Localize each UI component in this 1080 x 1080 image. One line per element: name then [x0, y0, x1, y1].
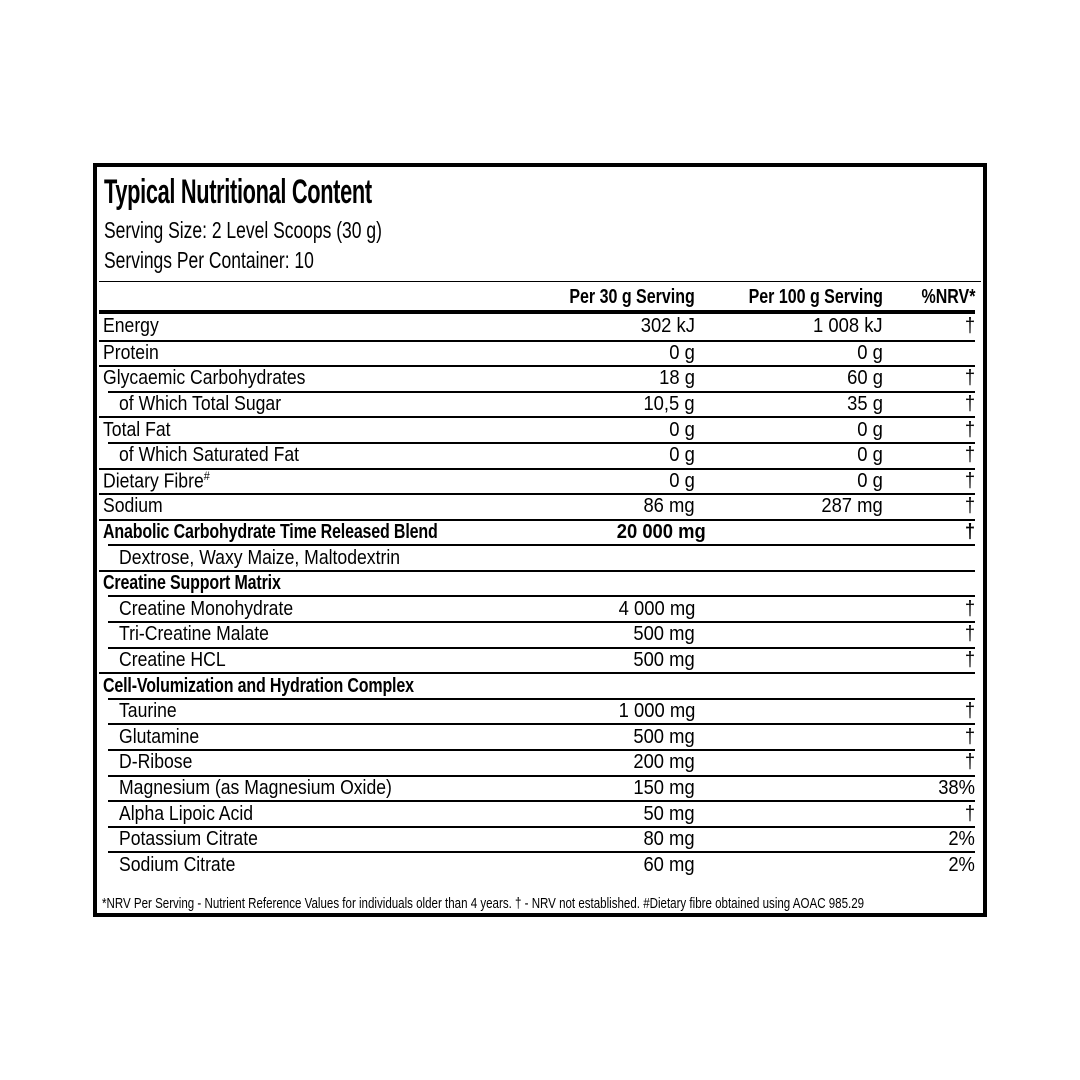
table-row	[99, 416, 975, 442]
nrv-value: 2%	[948, 828, 975, 851]
per-100g-value: 0 g	[857, 444, 883, 467]
nrv-value: 38%	[938, 776, 975, 799]
nutrient-label: Creatine Monohydrate	[119, 597, 294, 620]
table-row	[99, 340, 975, 366]
table-row	[108, 826, 975, 852]
nutrient-table-body	[99, 314, 975, 877]
nutrition-label	[93, 163, 987, 917]
per-30g-value: 200 mg	[633, 751, 695, 774]
nutrient-label: Total Fat	[103, 418, 171, 441]
nrv-value: †	[964, 444, 975, 467]
nrv-value	[883, 342, 975, 365]
per-100g-value	[695, 854, 883, 877]
col-header-per-30g: Per 30 g Serving	[569, 285, 695, 308]
nrv-value: †	[964, 802, 975, 825]
per-30g-value: 50 mg	[643, 802, 695, 825]
nutrient-label: Potassium Citrate	[119, 828, 258, 851]
nrv-value: 2%	[948, 853, 975, 876]
per-100g-value: 0 g	[857, 418, 883, 441]
footnote	[99, 877, 975, 913]
nrv-value: †	[964, 648, 975, 671]
per-100g-value	[706, 521, 887, 544]
nutrient-label: Taurine	[119, 700, 177, 723]
per-30g-value: 500 mg	[633, 725, 695, 748]
per-100g-value	[695, 803, 883, 826]
servings-per-container-line	[104, 247, 975, 277]
nutrient-label: Sodium Citrate	[119, 853, 236, 876]
table-row	[108, 647, 975, 673]
per-100g-value: 0 g	[857, 341, 883, 364]
nutrient-label: Protein	[103, 341, 159, 364]
table-row	[108, 775, 975, 801]
nutrient-label: Dextrose, Waxy Maize, Maltodextrin	[119, 546, 401, 569]
label-title-text: Typical Nutritional Content	[104, 173, 372, 211]
per-30g-value: 4 000 mg	[618, 597, 695, 620]
nutrient-label: Alpha Lipoic Acid	[119, 802, 254, 825]
per-100g-value	[695, 751, 883, 774]
table-row	[99, 519, 975, 545]
per-30g-value: 500 mg	[633, 623, 695, 646]
per-100g-value	[695, 726, 883, 749]
table-row	[108, 851, 975, 877]
footnote-text: *NRV Per Serving - Nutrient Reference Values for individuals older than 4 years. † - NRV not established. #Dietary fibre obtained using AOAC 985.29	[102, 895, 865, 912]
table-row	[99, 570, 975, 596]
per-30g-value: 0 g	[669, 444, 695, 467]
nutrient-label: Glycaemic Carbohydrates	[103, 367, 306, 390]
nrv-value: †	[964, 597, 975, 620]
nutrient-label: Energy	[103, 315, 159, 338]
nrv-value: †	[964, 495, 975, 518]
per-30g-value: 500 mg	[633, 648, 695, 671]
nrv-value: †	[964, 725, 975, 748]
table-row	[108, 544, 975, 570]
per-100g-value: 1 008 kJ	[813, 315, 883, 338]
table-row	[99, 468, 975, 494]
table-row	[99, 672, 975, 698]
table-row	[108, 723, 975, 749]
nrv-value: †	[964, 700, 975, 723]
nrv-value: †	[964, 520, 976, 543]
table-row	[108, 621, 975, 647]
per-30g-value: 60 mg	[643, 853, 695, 876]
nrv-value	[883, 572, 975, 595]
label-header	[97, 167, 983, 277]
nutrient-label: Dietary Fibre#	[103, 468, 210, 493]
per-100g-value	[695, 623, 883, 646]
nutrient-label: Creatine Support Matrix	[103, 572, 281, 595]
label-superscript: #	[203, 468, 210, 483]
per-30g-value: 20 000 mg	[616, 520, 706, 543]
nrv-value: †	[964, 751, 975, 774]
servings-per-container-text: Servings Per Container: 10	[104, 247, 314, 273]
per-30g-value: 150 mg	[633, 776, 695, 799]
nutrient-label: Creatine HCL	[119, 648, 226, 671]
per-100g-value	[695, 572, 883, 595]
table-row	[99, 493, 975, 519]
nrv-value	[883, 675, 975, 698]
nutrient-label: Cell-Volumization and Hydration Complex	[103, 674, 414, 697]
nrv-value: †	[964, 367, 975, 390]
nrv-value: †	[964, 393, 975, 416]
per-30g-value: 302 kJ	[640, 315, 695, 338]
per-30g-value: 1 000 mg	[618, 700, 695, 723]
nrv-value: †	[964, 469, 975, 492]
per-30g-value	[503, 675, 695, 698]
col-header-nrv: %NRV*	[921, 285, 975, 308]
table-row	[108, 698, 975, 724]
per-100g-value	[695, 700, 883, 723]
nutrient-label: Magnesium (as Magnesium Oxide)	[119, 776, 392, 799]
per-30g-value: 80 mg	[643, 828, 695, 851]
nrv-value: †	[964, 315, 975, 338]
col-header-per-100g: Per 100 g Serving	[748, 285, 883, 308]
nrv-value: †	[964, 623, 975, 646]
table-row	[99, 365, 975, 391]
nutrient-label: of Which Total Sugar	[119, 393, 282, 416]
nutrient-label: of Which Saturated Fat	[119, 444, 300, 467]
nutrient-label: Glutamine	[119, 725, 200, 748]
per-100g-value: 60 g	[847, 367, 883, 390]
nutrient-label: Tri-Creatine Malate	[119, 623, 269, 646]
per-100g-value	[695, 777, 883, 800]
table-row	[108, 391, 975, 417]
per-100g-value: 0 g	[857, 469, 883, 492]
per-30g-value: 0 g	[669, 418, 695, 441]
table-row	[99, 314, 975, 340]
per-100g-value	[695, 828, 883, 851]
per-100g-value: 35 g	[847, 393, 883, 416]
nrv-value: †	[964, 418, 975, 441]
per-100g-value	[695, 547, 883, 570]
per-100g-value: 287 mg	[821, 495, 883, 518]
table-row	[108, 800, 975, 826]
per-30g-value	[503, 547, 695, 570]
table-row	[108, 442, 975, 468]
nutrient-label: Anabolic Carbohydrate Time Released Blend	[103, 520, 438, 543]
per-100g-value	[695, 598, 883, 621]
serving-size-text: Serving Size: 2 Level Scoops (30 g)	[104, 217, 382, 243]
table-row	[108, 749, 975, 775]
table-row	[108, 595, 975, 621]
nutrient-label: D-Ribose	[119, 751, 193, 774]
nutrient-label: Sodium	[103, 495, 163, 518]
per-30g-value: 0 g	[669, 469, 695, 492]
column-header-row	[99, 282, 975, 314]
per-30g-value	[503, 572, 695, 595]
per-30g-value: 86 mg	[643, 495, 695, 518]
label-title	[104, 174, 975, 217]
per-30g-value: 18 g	[659, 367, 695, 390]
serving-size-line	[104, 217, 975, 247]
per-30g-value: 0 g	[669, 341, 695, 364]
nrv-value	[883, 547, 975, 570]
per-30g-value: 10,5 g	[643, 393, 695, 416]
per-100g-value	[695, 675, 883, 698]
per-100g-value	[695, 649, 883, 672]
